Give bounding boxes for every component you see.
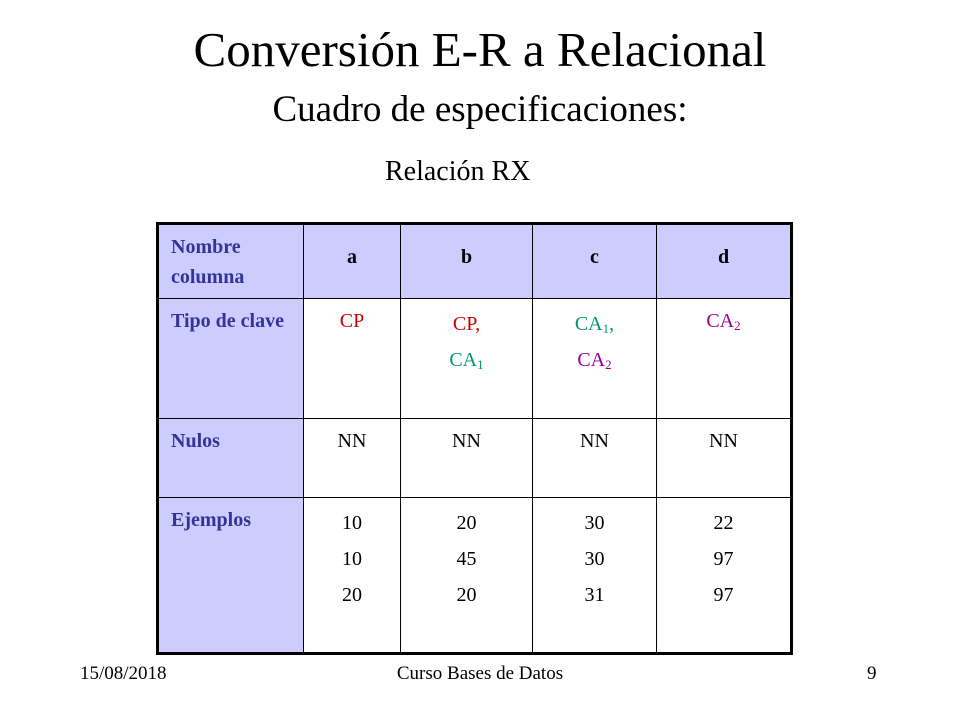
example-value: 10 [342, 548, 362, 570]
column-header-c: c [533, 224, 657, 299]
slide-subtitle: Cuadro de especificaciones: [272, 89, 688, 130]
key-type-d: $CA_2$ [657, 299, 792, 419]
key-type-c [533, 299, 657, 419]
relation-name: Relación RX [385, 156, 531, 187]
example-value: 97 [713, 584, 734, 606]
footer-date: 15/08/2018 [80, 663, 167, 684]
nulls-a: NN [304, 419, 401, 498]
row-label-examples: Ejemplos [158, 498, 304, 654]
table-header-row [158, 224, 792, 299]
column-header-d: d [657, 224, 792, 299]
key-type-b [401, 299, 533, 419]
example-value: 97 [713, 548, 734, 570]
table-row-key-type [158, 299, 792, 419]
example-value: 30 [584, 548, 605, 570]
key-type-c-line2: $CA_2$ [577, 349, 612, 372]
example-value: 45 [456, 548, 477, 570]
nulls-c: NN [533, 419, 657, 498]
slide-title: Conversión E-R a Relacional [193, 22, 767, 77]
example-value: 20 [456, 584, 477, 606]
key-type-a: CP [304, 299, 401, 419]
table-row-nulls [158, 419, 792, 498]
nulls-d: NN [657, 419, 792, 498]
row-label-key-type: Tipo de clave [158, 299, 304, 419]
examples-a [304, 498, 401, 654]
table-row-examples [158, 498, 792, 654]
examples-d [657, 498, 792, 654]
column-header-a: a [304, 224, 401, 299]
key-type-c-line1: $CA_1$, [574, 313, 615, 336]
example-value: 30 [584, 512, 605, 534]
footer-page-number: 9 [867, 663, 877, 684]
header-label-cell: Nombre columna [158, 224, 304, 299]
example-value: 31 [584, 584, 605, 606]
specification-table [156, 222, 793, 655]
column-header-b: b [401, 224, 533, 299]
example-value: 22 [713, 512, 734, 534]
example-value: 10 [342, 512, 362, 534]
key-type-b-line1: CP, [452, 313, 481, 335]
examples-c [533, 498, 657, 654]
key-type-b-line2: $CA_1$ [449, 349, 484, 372]
examples-b [401, 498, 533, 654]
example-value: 20 [342, 584, 362, 606]
example-value: 20 [456, 512, 477, 534]
row-label-nulls: Nulos [158, 419, 304, 498]
footer-course: Curso Bases de Datos [396, 663, 564, 684]
nulls-b: NN [401, 419, 533, 498]
